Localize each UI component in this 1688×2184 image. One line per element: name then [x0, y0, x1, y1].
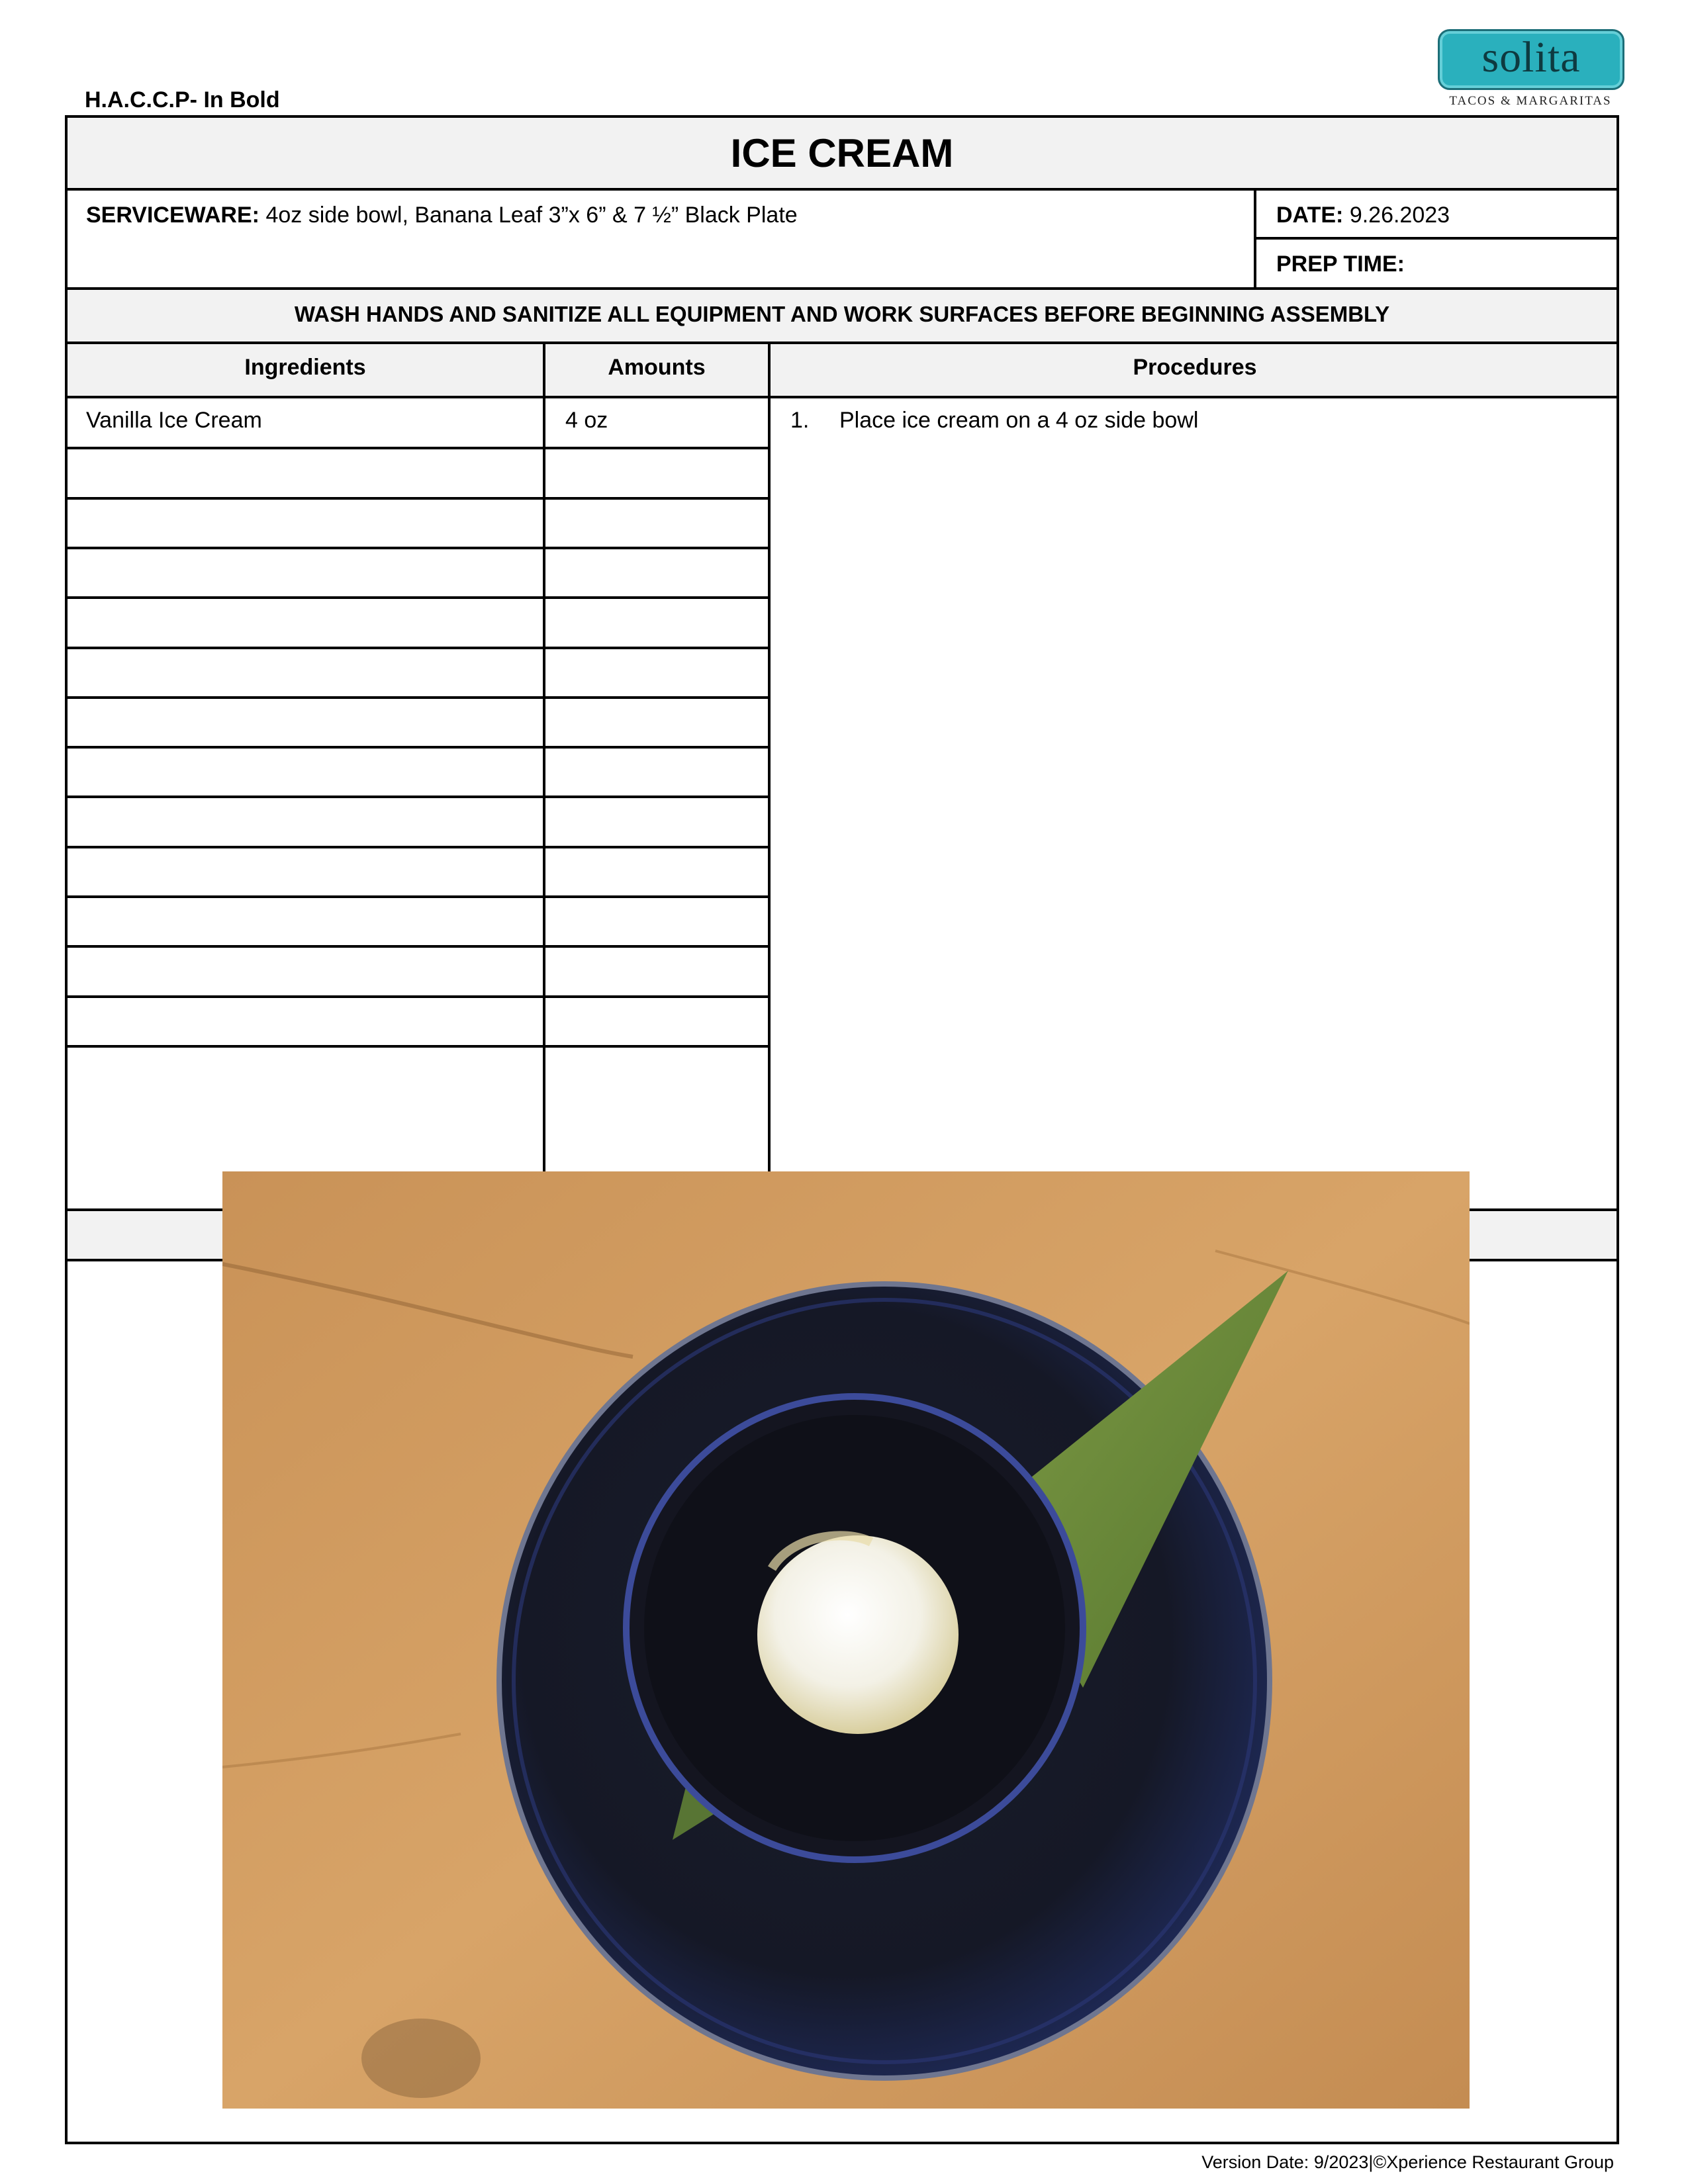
haccp-note: H.A.C.C.P- In Bold [85, 87, 280, 113]
row-divider [68, 447, 771, 449]
row-divider [68, 746, 771, 749]
date-label: DATE: [1276, 203, 1344, 228]
procedure-step: Place ice cream on a 4 oz side bowl [839, 408, 1199, 433]
row-divider [68, 895, 771, 898]
ice-cream-scoop [757, 1535, 959, 1734]
row-divider [68, 846, 771, 848]
row-divider [68, 647, 771, 649]
logo-badge [1438, 29, 1624, 90]
recipe-title: ICE CREAM [730, 130, 954, 175]
ice-cream-illustration [222, 1171, 1470, 2109]
version-footer: Version Date: 9/2023|©Xperience Restaurant Group [1201, 2152, 1614, 2172]
row-divider [68, 945, 771, 948]
prep-time-field [1276, 251, 1405, 277]
procedures-header: Procedures [1133, 355, 1257, 380]
title-row [68, 118, 1617, 188]
row-divider [68, 696, 771, 699]
row-divider [68, 547, 771, 549]
serviceware-label: SERVICEWARE: [86, 203, 259, 228]
amounts-header: Amounts [608, 355, 706, 380]
procedure-number: 1. [790, 408, 810, 433]
recipe-card [65, 115, 1619, 2144]
serviceware-field [86, 203, 798, 228]
solita-logo [1438, 29, 1623, 111]
row-divider [68, 1045, 771, 1048]
dish-photo [222, 1171, 1470, 2109]
ingredients-header: Ingredients [244, 355, 366, 380]
prep-time-label: PREP TIME: [1276, 251, 1405, 277]
row-divider [68, 995, 771, 998]
serviceware-value: 4oz side bowl, Banana Leaf 3”x 6” & 7 ½” Black Plate [265, 203, 798, 228]
logo-wordmark: solita [1481, 33, 1581, 81]
ingredient-cell: Vanilla Ice Cream [86, 408, 262, 433]
amount-cell: 4 oz [565, 408, 608, 433]
row-divider [68, 596, 771, 599]
row-divider [68, 497, 771, 500]
logo-tagline: TACOS & MARGARITAS [1449, 94, 1612, 108]
wash-notice: WASH HANDS AND SANITIZE ALL EQUIPMENT AND WORK SURFACES BEFORE BEGINNING ASSEMBLY [294, 302, 1390, 326]
wash-notice-row [68, 290, 1617, 341]
row-divider [68, 796, 771, 798]
date-field [1276, 203, 1450, 228]
date-value: 9.26.2023 [1349, 203, 1450, 228]
